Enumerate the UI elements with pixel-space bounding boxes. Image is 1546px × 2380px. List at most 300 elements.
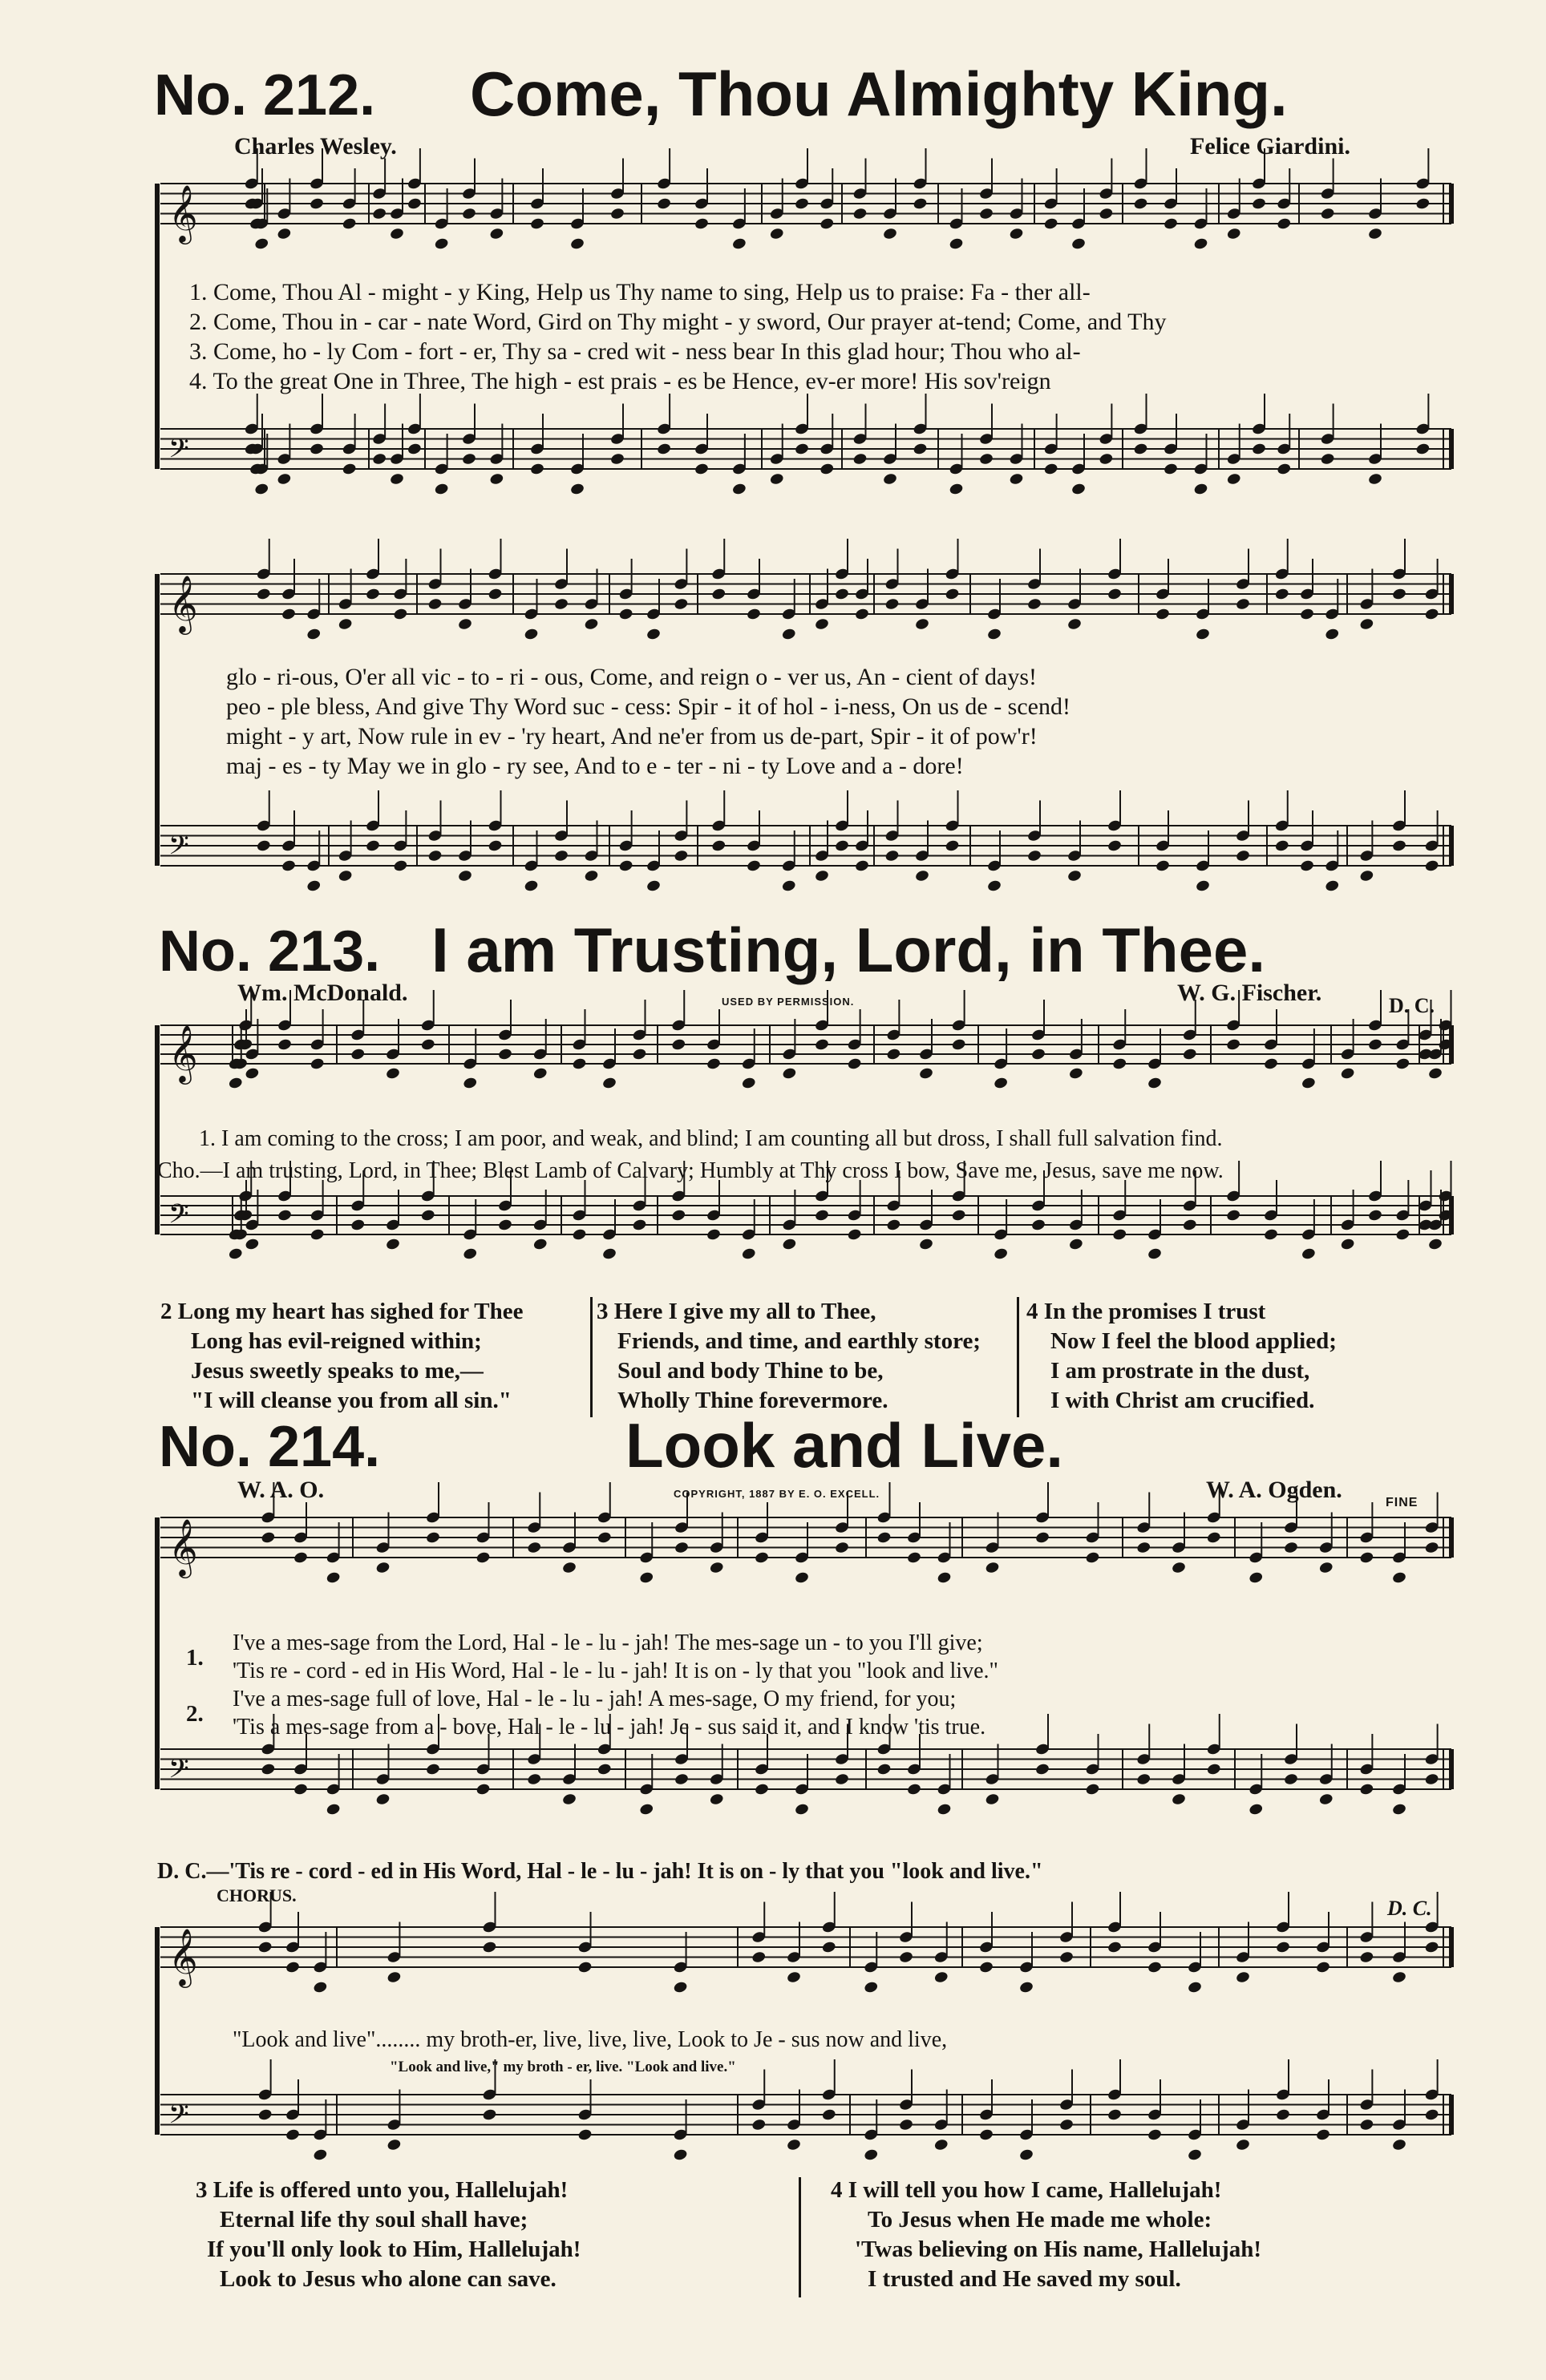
note-head xyxy=(646,628,661,641)
column-divider xyxy=(590,1297,593,1417)
note-head xyxy=(375,1792,391,1806)
lyric-line: glo - ri-ous, O'er all vic - to - ri - ous, Come, and reign o - ver us, An - cient of days! xyxy=(226,664,1037,690)
note-head xyxy=(694,463,709,476)
note-head xyxy=(1193,483,1208,496)
note-head xyxy=(834,839,849,853)
stanza-line: I am prostrate in the dust, xyxy=(1050,1358,1310,1384)
note-head xyxy=(1107,2108,1122,2122)
treble-clef-icon: 𝄞 xyxy=(168,574,198,632)
note-head xyxy=(532,1067,548,1081)
note-head xyxy=(1391,839,1406,853)
note-head xyxy=(1195,628,1210,641)
note-head xyxy=(876,1763,892,1776)
note-head xyxy=(1263,1228,1278,1242)
note-head xyxy=(1359,2118,1374,2131)
note-head xyxy=(385,1067,400,1081)
note-head xyxy=(751,2118,767,2131)
note-head xyxy=(1299,608,1314,621)
note-head xyxy=(1249,1803,1264,1816)
note-head xyxy=(821,1941,836,1954)
note-head xyxy=(1187,2148,1202,2162)
note-head xyxy=(694,217,709,231)
note-head xyxy=(254,483,269,496)
note-head xyxy=(1206,1763,1221,1776)
note-head xyxy=(1275,1941,1290,1954)
stanza-line: Friends, and time, and earthly store; xyxy=(617,1328,981,1354)
note-head xyxy=(1367,472,1382,486)
note-head xyxy=(342,217,357,231)
note-head xyxy=(1058,2118,1074,2131)
note-head xyxy=(306,879,322,893)
bass-clef-icon: 𝄢 xyxy=(168,2099,189,2136)
note-head xyxy=(1391,1803,1406,1816)
chorus-lyric: "Look and live"........ my broth-er, live, live, live, Look to Je - sus now and live, xyxy=(233,2027,948,2052)
note-head xyxy=(994,1247,1009,1261)
note-head xyxy=(945,839,960,853)
stanza-line: 4 I will tell you how I came, Hallelujah! xyxy=(831,2177,1222,2203)
hymn-number: No. 214. xyxy=(159,1415,381,1479)
note-head xyxy=(1206,1531,1221,1545)
note-head xyxy=(821,2108,836,2122)
note-head xyxy=(1235,1970,1250,1984)
note-head xyxy=(1391,1571,1406,1585)
note-head xyxy=(1249,1571,1264,1585)
note-head xyxy=(1070,483,1086,496)
note-head xyxy=(673,2148,688,2162)
note-head xyxy=(461,452,476,466)
note-head xyxy=(1367,227,1382,240)
note-head xyxy=(933,1970,949,1984)
note-head xyxy=(945,588,960,601)
note-head xyxy=(937,1803,952,1816)
note-head xyxy=(820,217,835,231)
note-head xyxy=(306,628,322,641)
note-head xyxy=(372,452,387,466)
note-head xyxy=(228,1247,243,1261)
note-head xyxy=(1147,1961,1162,1974)
note-head xyxy=(1251,197,1266,211)
note-head xyxy=(906,1783,921,1796)
note-head xyxy=(978,2128,994,2142)
chorus-echo-lyric: "Look and live," my broth - er, live. "Look and live." xyxy=(390,2059,736,2075)
note-head xyxy=(1193,237,1208,251)
note-head xyxy=(1395,1228,1410,1242)
note-head xyxy=(228,1077,243,1090)
note-head xyxy=(674,849,689,863)
note-head xyxy=(731,237,747,251)
note-head xyxy=(1367,1038,1382,1052)
note-head xyxy=(1263,1057,1278,1071)
note-head xyxy=(1085,1783,1100,1796)
note-head xyxy=(1136,1541,1151,1554)
note-head xyxy=(1275,2108,1290,2122)
chorus-label: CHORUS. xyxy=(217,1885,297,1905)
stanza xyxy=(831,2176,1261,2294)
author: Wm. McDonald. xyxy=(237,980,408,1006)
verse-block xyxy=(189,277,1166,396)
note-head xyxy=(1099,207,1114,220)
note-head xyxy=(949,237,964,251)
note-head xyxy=(657,442,672,456)
column-divider xyxy=(799,2177,801,2297)
note-head xyxy=(256,588,271,601)
hymn-title: Look and Live. xyxy=(625,1410,1064,1481)
note-head xyxy=(706,1057,721,1071)
note-head xyxy=(527,1541,542,1554)
note-head xyxy=(310,1057,325,1071)
verse-line: 1. I am coming to the cross; I am poor, and weak, and blind; I am counting all but dross, I shall full salvation find. xyxy=(199,1126,1223,1151)
note-head xyxy=(786,2138,801,2152)
note-head xyxy=(372,207,387,220)
hymn-title: I am Trusting, Lord, in Thee. xyxy=(431,915,1266,985)
note-head xyxy=(741,1077,756,1090)
note-head xyxy=(886,1218,901,1232)
note-head xyxy=(601,1247,617,1261)
note-head xyxy=(1251,442,1266,456)
note-head xyxy=(257,1941,273,1954)
note-head xyxy=(420,1209,435,1222)
note-head xyxy=(529,217,544,231)
composer: W. G. Fischer. xyxy=(1177,980,1322,1006)
note-head xyxy=(532,1238,548,1251)
note-head xyxy=(1320,452,1335,466)
note-head xyxy=(709,1561,724,1574)
hymn-title: Come, Thou Almighty King. xyxy=(470,59,1288,129)
note-head xyxy=(1359,1551,1374,1565)
note-head xyxy=(1391,588,1406,601)
note-head xyxy=(561,1561,577,1574)
lyric-line: maj - es - ty May we in glo - ry see, And to e - ter - ni - ty Love and a - dore! xyxy=(226,753,964,779)
note-head xyxy=(951,1209,966,1222)
note-head xyxy=(461,207,476,220)
stanza xyxy=(1026,1297,1337,1416)
note-head xyxy=(365,588,380,601)
note-head xyxy=(1424,859,1439,873)
note-head xyxy=(489,227,504,240)
note-head xyxy=(1018,1981,1034,1994)
note-head xyxy=(261,1763,276,1776)
note-head xyxy=(285,2128,300,2142)
note-head xyxy=(488,588,503,601)
note-head xyxy=(457,617,472,631)
note-head xyxy=(601,1077,617,1090)
note-head xyxy=(814,1038,829,1052)
note-head xyxy=(898,1950,913,1964)
note-head xyxy=(1107,839,1122,853)
note-head xyxy=(985,1792,1000,1806)
note-head xyxy=(754,1783,769,1796)
note-head xyxy=(257,2108,273,2122)
stanza-line: Wholly Thine forevermore. xyxy=(617,1388,888,1413)
note-head xyxy=(1274,588,1289,601)
note-head xyxy=(393,859,408,873)
note-head xyxy=(751,1950,767,1964)
note-head xyxy=(1391,2138,1406,2152)
note-head xyxy=(1058,1950,1074,1964)
note-head xyxy=(245,1067,260,1081)
note-head xyxy=(427,849,443,863)
note-head xyxy=(834,588,849,601)
note-head xyxy=(577,1961,593,1974)
stanza-line: I with Christ am crucified. xyxy=(1050,1388,1315,1413)
note-head xyxy=(1395,1057,1410,1071)
note-head xyxy=(1034,1531,1050,1545)
note-head xyxy=(754,1551,769,1565)
lyric-line: 'Tis re - cord - ed in His Word, Hal - le - lu - jah! It is on - ly that you "look and live." xyxy=(233,1659,998,1683)
note-head xyxy=(577,2128,593,2142)
note-head xyxy=(914,869,929,883)
note-head xyxy=(1325,628,1340,641)
note-head xyxy=(918,1238,933,1251)
note-head xyxy=(386,2138,402,2152)
stanza-line: "I will cleanse you from all sin." xyxy=(191,1388,512,1413)
note-head xyxy=(1099,452,1114,466)
note-head xyxy=(674,597,689,611)
note-head xyxy=(994,1077,1009,1090)
stanza xyxy=(196,2176,581,2294)
note-head xyxy=(572,1057,587,1071)
note-head xyxy=(854,859,869,873)
da-capo-mark: D. C. xyxy=(1387,1897,1432,1920)
bass-clef-icon: 𝄢 xyxy=(168,434,189,471)
note-head xyxy=(1340,1238,1355,1251)
note-head xyxy=(389,472,404,486)
lyric-line: 3. Come, ho - ly Com - fort - er, Thy sa - cred wit - ness bear In this glad hour; Thou who al- xyxy=(189,338,1081,365)
note-head xyxy=(1068,1067,1083,1081)
note-head xyxy=(1034,1763,1050,1776)
note-head xyxy=(1026,597,1042,611)
note-head xyxy=(882,227,897,240)
note-head xyxy=(569,237,585,251)
note-head xyxy=(906,1551,921,1565)
note-head xyxy=(1226,472,1241,486)
note-head xyxy=(898,2118,913,2131)
note-head xyxy=(1155,859,1170,873)
note-head xyxy=(782,1067,797,1081)
note-head xyxy=(1136,1772,1151,1786)
stanza-line: 3 Life is offered unto you, Hallelujah! xyxy=(196,2177,569,2203)
note-head xyxy=(781,628,796,641)
note-head xyxy=(876,1531,892,1545)
lyric-line: 2. Come, Thou in - car - nate Word, Gird on Thy might - y sword, Our prayer at-tend; Come, and Thy xyxy=(189,309,1167,335)
note-head xyxy=(933,2138,949,2152)
note-head xyxy=(584,617,599,631)
note-head xyxy=(847,1057,862,1071)
permission-note: USED BY PERMISSION. xyxy=(722,996,855,1008)
note-head xyxy=(1283,1772,1298,1786)
note-head xyxy=(393,608,408,621)
note-head xyxy=(281,608,296,621)
note-head xyxy=(375,1561,391,1574)
note-head xyxy=(1235,2138,1250,2152)
note-head xyxy=(281,859,296,873)
note-head xyxy=(886,1048,901,1061)
bass-clef-icon: 𝄢 xyxy=(168,830,189,867)
note-head xyxy=(1107,588,1122,601)
note-head xyxy=(277,1038,292,1052)
note-head xyxy=(1163,217,1178,231)
note-head xyxy=(476,1783,491,1796)
note-head xyxy=(951,1038,966,1052)
note-head xyxy=(834,1772,849,1786)
note-head xyxy=(407,442,422,456)
note-head xyxy=(639,1571,654,1585)
note-head xyxy=(1391,1970,1406,1984)
note-head xyxy=(1195,879,1210,893)
treble-clef-icon: 𝄞 xyxy=(168,184,198,242)
author: W. A. O. xyxy=(237,1477,325,1503)
note-head xyxy=(769,472,784,486)
note-head xyxy=(553,597,569,611)
note-head xyxy=(1235,849,1250,863)
note-head xyxy=(463,1077,478,1090)
note-head xyxy=(1318,1561,1334,1574)
lyric-line: 4. To the great One in Three, The high - est prais - es be Hence, ev-er more! His sov'reign xyxy=(189,368,1051,394)
note-head xyxy=(864,1981,879,1994)
note-head xyxy=(293,1783,308,1796)
note-head xyxy=(1133,197,1148,211)
note-head xyxy=(1283,1541,1298,1554)
note-head xyxy=(847,1228,862,1242)
note-head xyxy=(978,207,994,220)
note-head xyxy=(1163,463,1178,476)
column-divider xyxy=(1017,1297,1019,1417)
note-head xyxy=(1068,1238,1083,1251)
note-head xyxy=(277,227,292,240)
note-head xyxy=(882,472,897,486)
lyric-line: peo - ple bless, And give Thy Word suc - cess: Spir - it of hol - i-ness, On us de - scend! xyxy=(226,693,1070,720)
stanza-line: Soul and body Thine to be, xyxy=(617,1358,884,1384)
note-head xyxy=(1424,1941,1439,1954)
note-head xyxy=(1030,1218,1046,1232)
note-head xyxy=(1359,1950,1374,1964)
note-head xyxy=(834,1541,849,1554)
note-head xyxy=(427,597,443,611)
note-head xyxy=(313,2148,328,2162)
note-head xyxy=(524,628,539,641)
note-head xyxy=(1009,472,1024,486)
note-head xyxy=(609,207,625,220)
note-head xyxy=(293,1551,308,1565)
stanza-line: 'Twas believing on His name, Hallelujah! xyxy=(855,2237,1262,2262)
note-head xyxy=(524,879,539,893)
stanza xyxy=(597,1297,981,1416)
note-head xyxy=(1171,1561,1186,1574)
note-head xyxy=(385,1238,400,1251)
note-head xyxy=(1147,1077,1162,1090)
note-head xyxy=(1182,1218,1197,1232)
note-head xyxy=(597,1531,612,1545)
note-head xyxy=(609,452,625,466)
note-head xyxy=(584,869,599,883)
note-head xyxy=(476,1551,491,1565)
note-head xyxy=(326,1571,341,1585)
note-head xyxy=(1226,227,1241,240)
stanza-line: Now I feel the blood applied; xyxy=(1050,1328,1337,1354)
note-head xyxy=(497,1048,512,1061)
note-head xyxy=(254,237,269,251)
note-head xyxy=(309,442,324,456)
lyric-line: might - y art, Now rule in ev - 'ry heart, And ne'er from us de-part, Spir - it of pow'r! xyxy=(226,723,1038,750)
note-head xyxy=(569,483,585,496)
lyric-line: 'Tis a mes-sage from a - bove, Hal - le - lu - jah! Je - sus said it, and I know 'tis true. xyxy=(233,1715,986,1740)
note-head xyxy=(639,1803,654,1816)
note-head xyxy=(434,483,449,496)
note-head xyxy=(706,1228,721,1242)
note-head xyxy=(1301,1077,1316,1090)
note-head xyxy=(463,1247,478,1261)
note-head xyxy=(488,839,503,853)
note-head xyxy=(434,237,449,251)
stanza-line: Long has evil-reigned within; xyxy=(191,1328,482,1354)
stanza-line: 3 Here I give my all to Thee, xyxy=(597,1299,876,1324)
note-head xyxy=(978,1961,994,1974)
note-head xyxy=(1427,1067,1443,1081)
note-head xyxy=(949,483,964,496)
note-head xyxy=(1018,2148,1034,2162)
treble-clef-icon: 𝄞 xyxy=(168,1927,198,1986)
note-head xyxy=(986,628,1002,641)
stanza xyxy=(160,1297,524,1416)
note-head xyxy=(1147,1247,1162,1261)
note-head xyxy=(1318,1792,1334,1806)
stanza-line: To Jesus when He made me whole: xyxy=(868,2207,1212,2233)
note-head xyxy=(1277,463,1292,476)
note-head xyxy=(310,1228,325,1242)
note-head xyxy=(864,2148,879,2162)
note-head xyxy=(261,1531,276,1545)
note-head xyxy=(407,197,422,211)
note-head xyxy=(1359,617,1374,631)
note-head xyxy=(529,463,544,476)
note-head xyxy=(794,1571,809,1585)
note-head xyxy=(674,1772,689,1786)
note-head xyxy=(913,197,928,211)
note-head xyxy=(597,1763,612,1776)
note-head xyxy=(854,608,869,621)
note-head xyxy=(937,1571,952,1585)
note-head xyxy=(794,1803,809,1816)
stanza-line: Look to Jesus who alone can save. xyxy=(220,2266,556,2292)
stanza-line: If you'll only look to Him, Hallelujah! xyxy=(207,2237,581,2262)
lyric-line: I've a mes-sage from the Lord, Hal - le - lu - jah! The mes-sage un - to you I'll give; xyxy=(233,1630,983,1655)
fine-mark: FINE xyxy=(1386,1496,1419,1509)
stanza-line: Jesus sweetly speaks to me,— xyxy=(191,1358,484,1384)
note-head xyxy=(1424,1541,1439,1554)
note-head xyxy=(313,1981,328,1994)
note-head xyxy=(794,442,809,456)
note-head xyxy=(746,859,761,873)
note-head xyxy=(1424,2108,1439,2122)
hymn-number: No. 212. xyxy=(154,63,376,127)
stanza-line: 4 In the promises I trust xyxy=(1026,1299,1266,1324)
note-head xyxy=(1043,463,1058,476)
note-head xyxy=(986,879,1002,893)
note-head xyxy=(1085,1551,1100,1565)
verse-number: 1. xyxy=(186,1645,204,1671)
note-head xyxy=(978,452,994,466)
treble-clef-icon: 𝄞 xyxy=(168,1517,198,1576)
note-head xyxy=(1147,2128,1162,2142)
note-head xyxy=(1171,1792,1186,1806)
note-head xyxy=(913,442,928,456)
note-head xyxy=(1066,869,1082,883)
note-head xyxy=(1315,1961,1330,1974)
note-head xyxy=(350,1218,366,1232)
note-head xyxy=(1424,608,1439,621)
note-head xyxy=(741,1247,756,1261)
note-head xyxy=(814,1209,829,1222)
